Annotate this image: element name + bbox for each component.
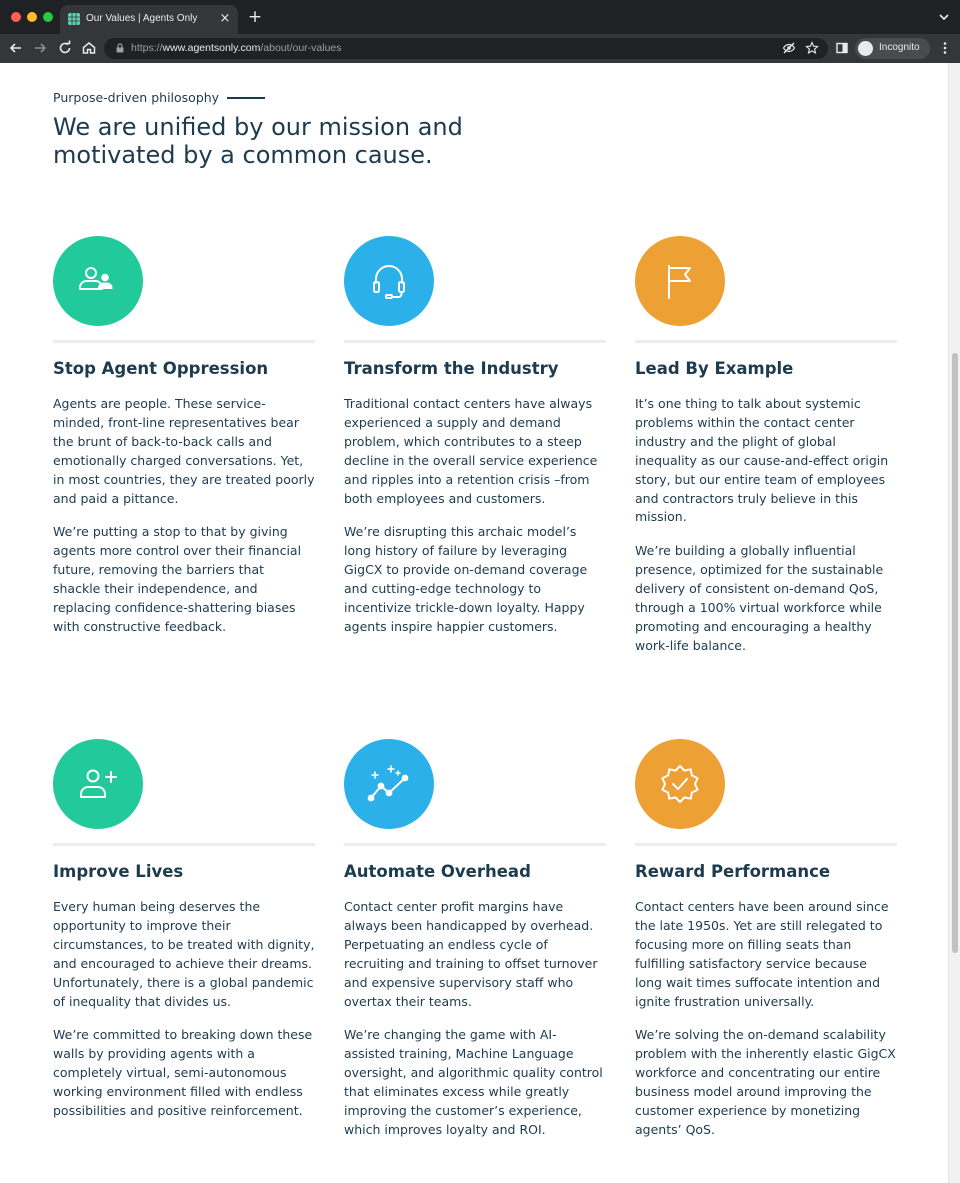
side-panel-icon[interactable] (834, 40, 850, 56)
card-title: Improve Lives (53, 862, 184, 881)
section-eyebrow: Purpose-driven philosophy (53, 90, 220, 105)
card-body (344, 898, 606, 1140)
address-bar[interactable] (104, 38, 828, 59)
card-paragraph: Every human being deserves the opportunity to improve their circumstances, to be treated with dignity, and encouraged to achieve their dreams. Unfortunately, there is a global pandemic of inequality that divides us. (53, 899, 315, 1009)
incognito-profile-button[interactable]: Incognito (855, 38, 930, 59)
card-paragraph: We’re building a globally influential presence, optimized for the sustainable delivery of consistent on-demand QoS, through a 100% virtual workforce while promoting and encouraging a healthy work-life balance. (635, 543, 884, 653)
card-paragraph: Agents are people. These service-minded, front-line representatives bear the brunt of back-to-back calls and emotionally charged conversations. Yet, in most countries, they are treated poorly and paid a pittance. (53, 396, 315, 506)
card-body (635, 898, 897, 1140)
minimize-window-button[interactable] (27, 12, 37, 22)
back-arrow-icon[interactable] (8, 40, 24, 56)
reload-icon[interactable] (57, 40, 73, 56)
badge-check-icon (635, 739, 725, 829)
flag-icon (635, 236, 725, 326)
card-paragraph: Traditional contact centers have always experienced a supply and demand problem, which contributes to a steep decline in the overall service experience and ripples into a retention crisis –from both employees and customers. (344, 396, 598, 506)
page-viewport (0, 63, 948, 1183)
card-paragraph: It’s one thing to talk about systemic problems within the contact center industry and the plight of global inequality as our cause-and-effect origin story, but our entire team of employees and contractors truly believe in this mission. (635, 396, 889, 525)
headset-icon (344, 236, 434, 326)
incognito-icon (858, 41, 873, 56)
card-divider (344, 340, 606, 343)
tab-search-chevron-icon[interactable] (938, 11, 950, 23)
card-divider (53, 340, 315, 343)
card-title: Lead By Example (635, 359, 794, 378)
card-title: Reward Performance (635, 862, 831, 881)
maximize-window-button[interactable] (43, 12, 53, 22)
browser-tab-active[interactable] (60, 5, 238, 34)
card-body (53, 898, 315, 1121)
scrollbar-thumb[interactable] (952, 353, 958, 953)
page-headline: We are unified by our mission and motivated by a common cause. (53, 113, 463, 169)
bookmark-star-icon[interactable] (805, 41, 819, 55)
forward-arrow-icon[interactable] (32, 40, 48, 56)
card-paragraph: Contact center profit margins have always been handicapped by overhead. Perpetuating an endless cycle of recruiting and training to offset turnover and expensive supervisory staff who overtax their teams. (344, 899, 598, 1009)
card-paragraph: We’re putting a stop to that by giving agents more control over their financial future, removing the barriers that shackle their independence, and replacing confidence-shattering biases with constructive feedback. (53, 524, 302, 634)
card-body (344, 395, 606, 637)
card-divider (53, 843, 315, 846)
card-paragraph: We’re solving the on-demand scalability problem with the inherently elastic GigCX workforce and concentrating our entire business model around improving the customer experience by monetizing agents’ QoS. (635, 1027, 896, 1137)
sparkle-trend-icon (344, 739, 434, 829)
card-paragraph: We’re committed to breaking down these walls by providing agents with a completely virtual, semi-autonomous working environment filled with endless possibilities and positive reinforcement. (53, 1027, 313, 1119)
eyebrow-divider (227, 97, 265, 99)
browser-tab-strip (0, 0, 960, 34)
home-icon[interactable] (81, 40, 97, 56)
card-paragraph: We’re changing the game with AI-assisted training, Machine Language oversight, and algorithmic quality control that eliminates excess while greatly improving the customer’s experience, which improves loyalty and ROI. (344, 1027, 603, 1137)
browser-toolbar (0, 34, 960, 63)
more-menu-icon[interactable] (937, 40, 953, 56)
card-title: Stop Agent Oppression (53, 359, 269, 378)
card-paragraph: Contact centers have been around since the late 1950s. Yet are still relegated to focusing more on filling seats than fulfilling satisfactory service because long wait times suffocate intention and ignite frustration universally. (635, 899, 889, 1009)
card-body (53, 395, 315, 637)
card-paragraph: We’re disrupting this archaic model’s long history of failure by leveraging GigCX to provide on-demand coverage and cutting-edge technology to incentivize trickle-down loyalty. Happy agents inspire happier customers. (344, 524, 588, 634)
new-tab-icon[interactable]: + (247, 7, 263, 27)
card-body (635, 395, 897, 656)
card-divider (344, 843, 606, 846)
card-divider (635, 340, 897, 343)
card-title: Transform the Industry (344, 359, 559, 378)
tab-close-icon[interactable]: × (219, 11, 231, 26)
eye-off-icon[interactable] (782, 41, 796, 55)
url-text[interactable]: https://www.agentsonly.com/about/our-values (131, 42, 342, 54)
close-window-button[interactable] (11, 12, 21, 22)
card-divider (635, 843, 897, 846)
add-user-icon (53, 739, 143, 829)
card-title: Automate Overhead (344, 862, 531, 881)
site-favicon-icon (68, 13, 80, 25)
page-scrollbar[interactable] (948, 63, 960, 1183)
tab-title: Our Values | Agents Only (86, 13, 198, 24)
people-icon (53, 236, 143, 326)
lock-icon[interactable] (114, 42, 126, 54)
